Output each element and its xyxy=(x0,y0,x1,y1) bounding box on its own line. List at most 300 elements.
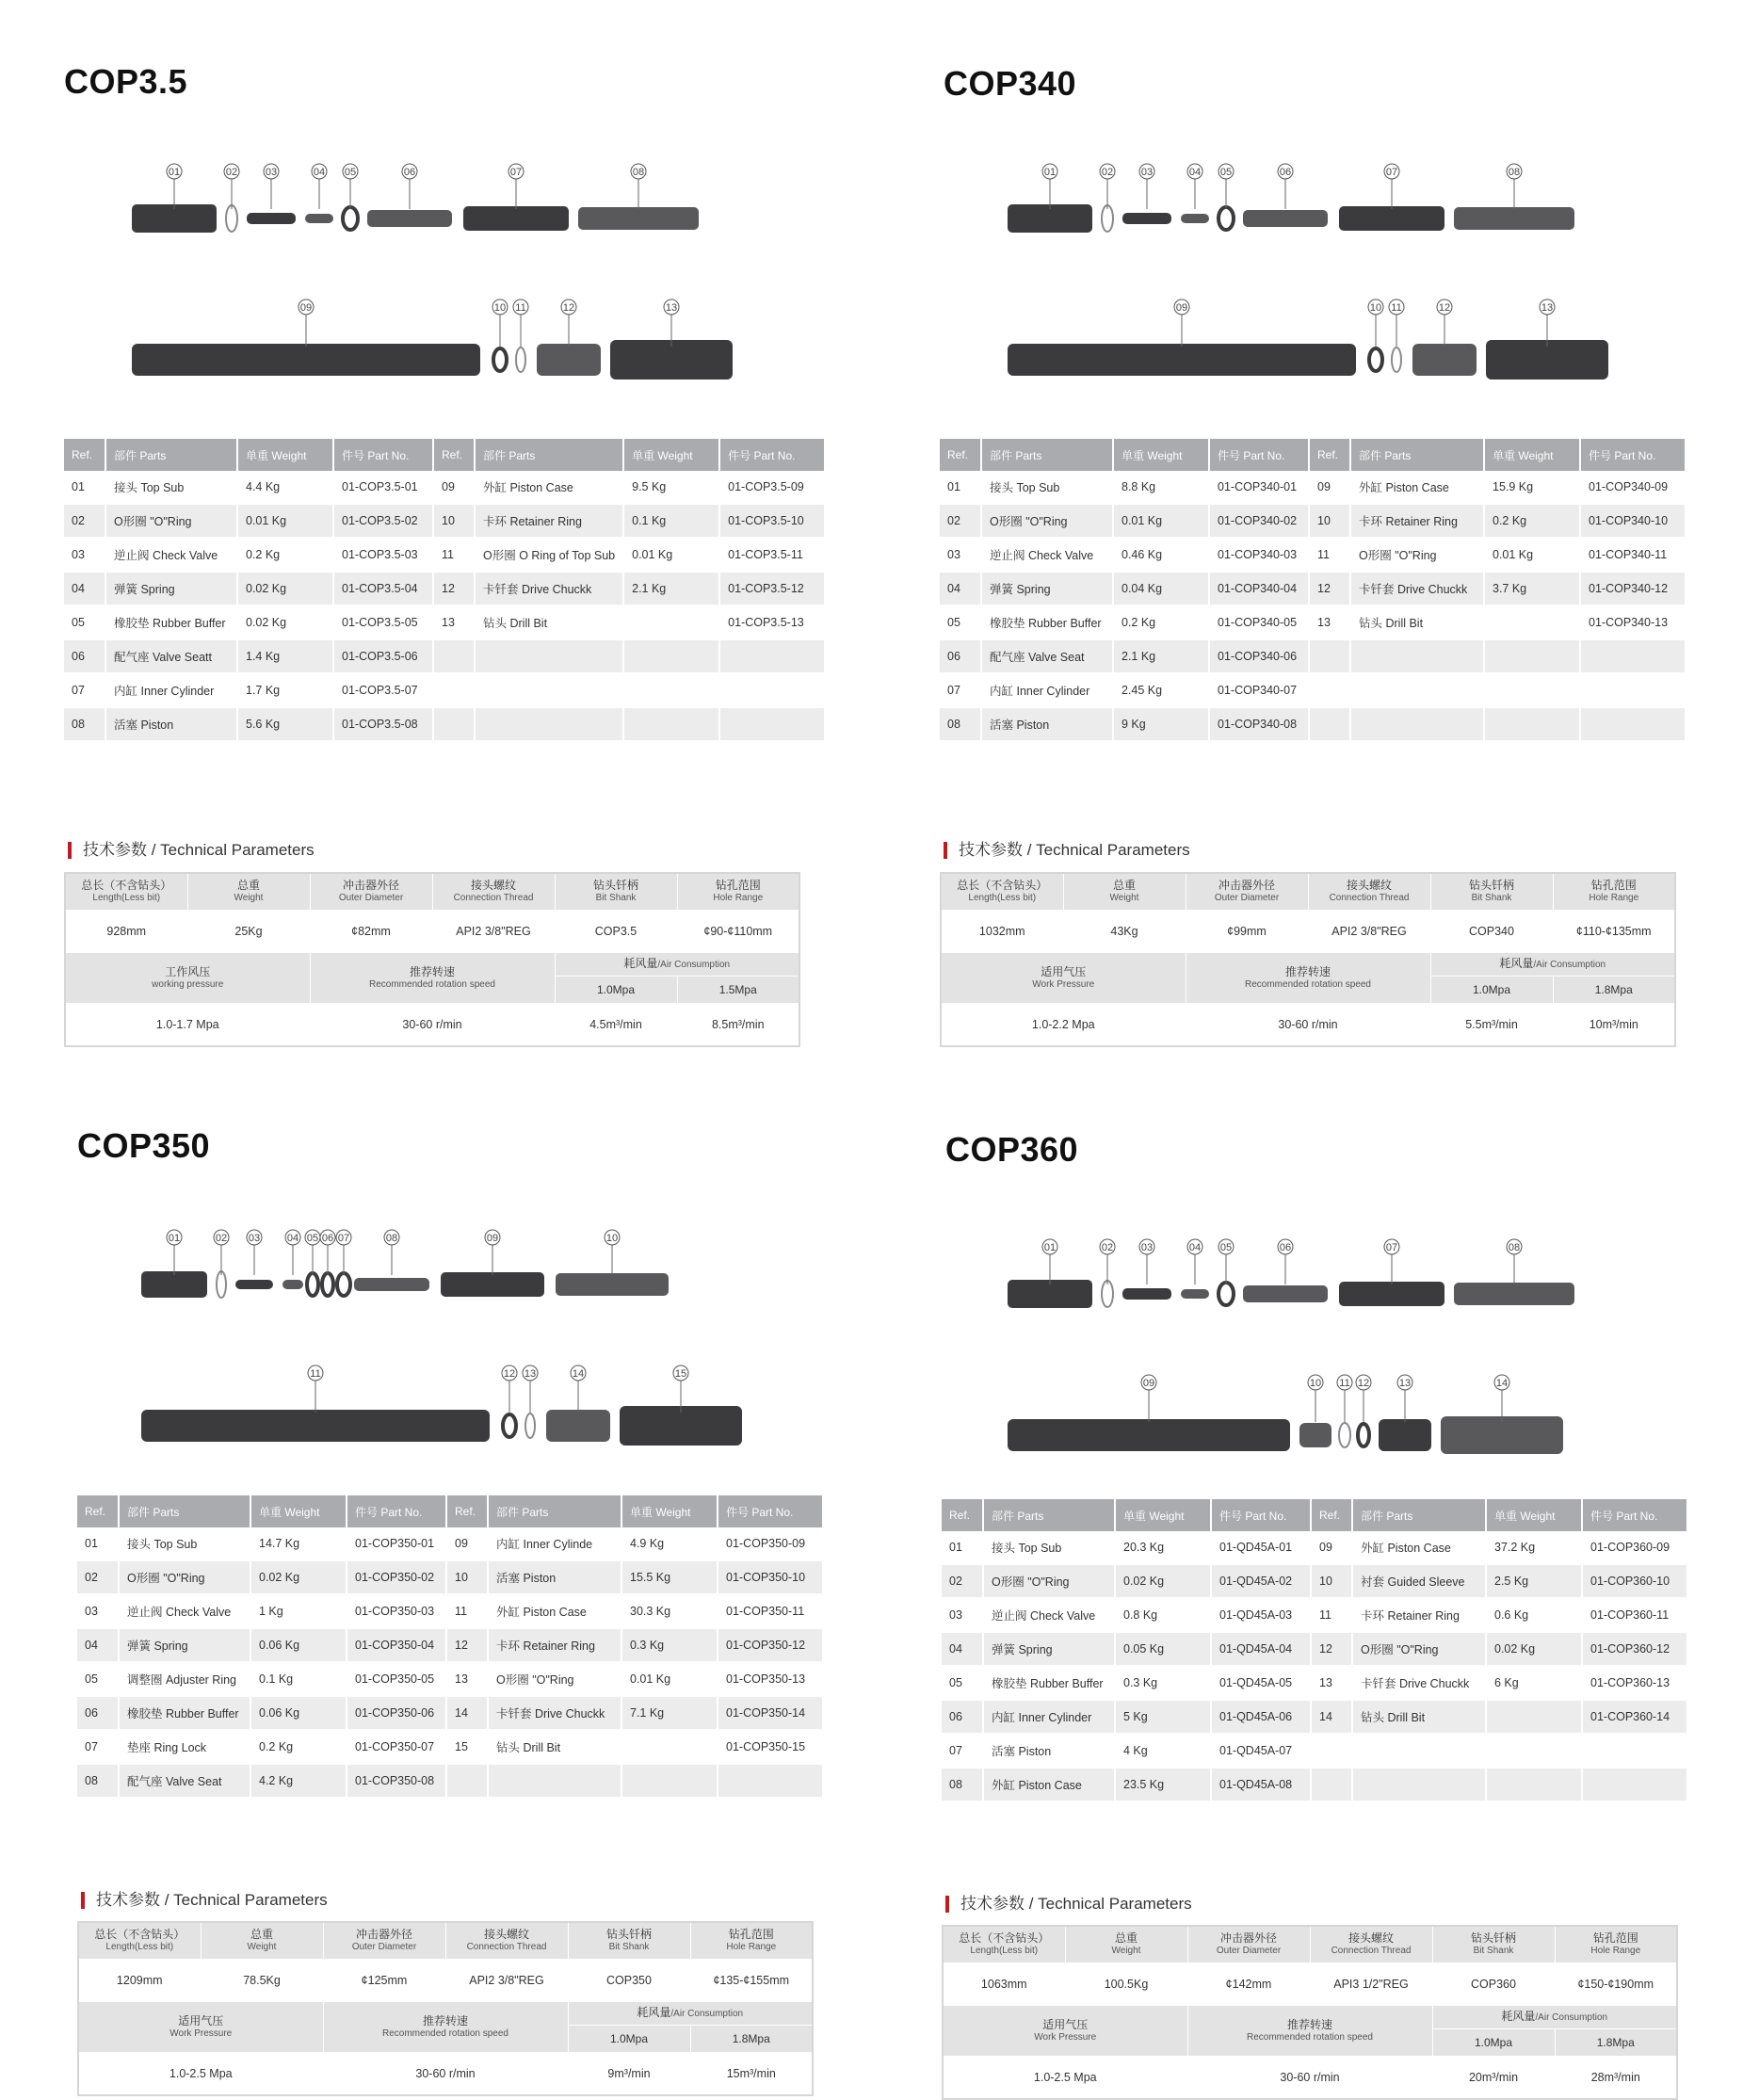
cell-weight xyxy=(623,673,719,707)
column-header-part-no: 件号 Part No. xyxy=(719,439,825,471)
cell-part-name: 内缸 Inner Cylinder xyxy=(105,673,237,707)
tech-value-length: 928mm xyxy=(65,911,187,953)
header-zh: 冲击器外径 xyxy=(355,1928,412,1941)
callout-number: 06 xyxy=(1279,167,1292,178)
tech-header-weight xyxy=(1063,873,1186,911)
part-component xyxy=(546,1410,610,1442)
cell-part-number xyxy=(1582,1734,1687,1768)
part-component xyxy=(1243,1285,1328,1302)
cell-weight: 0.02 Kg xyxy=(250,1560,347,1594)
part-component xyxy=(1412,344,1477,376)
cell-weight: 0.02 Kg xyxy=(1115,1564,1211,1598)
cell-ref: 01 xyxy=(942,1531,983,1564)
table-row xyxy=(942,1734,1687,1768)
tech-value-air-1: 20m³/min xyxy=(1432,2057,1555,2100)
tech-header-hole-range xyxy=(1555,1926,1677,1963)
column-header-part-no: 件号 Part No. xyxy=(333,439,433,471)
cell-part-name: 逆止阀 Check Valve xyxy=(983,1598,1115,1632)
cell-ref xyxy=(1309,639,1350,673)
tech-header-outer-diameter xyxy=(1186,873,1308,911)
cell-part-name: 调整圈 Adjuster Ring xyxy=(119,1662,250,1696)
cell-part-number: 01-COP360-14 xyxy=(1582,1700,1687,1734)
tech-value-weight: 100.5Kg xyxy=(1065,1963,1187,2006)
callout-number: 08 xyxy=(1508,167,1521,178)
cell-part-number: 01-COP350-09 xyxy=(718,1527,823,1560)
cell-part-name: 卡环 Retainer Ring xyxy=(1352,1598,1486,1632)
cell-part-number: 01-COP340-01 xyxy=(1209,471,1309,504)
callout-number: 14 xyxy=(1495,1378,1509,1389)
cell-part-name: 配气座 Valve Seat xyxy=(981,639,1113,673)
cell-ref: 01 xyxy=(64,471,105,504)
cell-ref: 02 xyxy=(64,504,105,538)
cell-part-name: 外缸 Piston Case xyxy=(488,1594,621,1628)
column-header-parts: 部件 Parts xyxy=(488,1495,621,1527)
tech-header-row xyxy=(943,1926,1677,1963)
header-en: Recommended rotation speed xyxy=(382,2027,508,2039)
cell-weight: 0.02 Kg xyxy=(237,606,333,639)
part-component xyxy=(305,214,333,223)
header-en: working pressure xyxy=(152,978,224,990)
cell-part-number: 01-COP350-01 xyxy=(347,1527,446,1560)
cell-weight: 2.1 Kg xyxy=(1113,639,1209,673)
tech-value-row xyxy=(943,1963,1677,2006)
cell-ref: 01 xyxy=(940,471,981,504)
table-row xyxy=(77,1696,823,1730)
cell-ref: 10 xyxy=(446,1560,488,1594)
cell-ref: 04 xyxy=(77,1628,119,1662)
header-en: Bit Shank xyxy=(608,1942,650,1952)
parts-diagram-svg xyxy=(1008,1217,1610,1471)
cell-part-number xyxy=(719,639,825,673)
part-ring xyxy=(343,207,358,230)
cell-part-number: 01-QD45A-07 xyxy=(1211,1734,1311,1768)
cell-part-name: 橡胶垫 Rubber Buffer xyxy=(119,1696,250,1730)
cell-weight: 30.3 Kg xyxy=(621,1594,718,1628)
cell-part-name: 卡环 Retainer Ring xyxy=(488,1628,621,1662)
tech-value-air-1: 5.5m³/min xyxy=(1430,1004,1553,1047)
tech-value-hole-range: ¢135-¢155mm xyxy=(690,1960,813,2002)
tech-header-outer-diameter xyxy=(1187,1926,1310,1963)
cell-ref: 06 xyxy=(942,1700,983,1734)
tech-value-air-2: 28m³/min xyxy=(1555,2057,1677,2100)
cell-part-number: 01-COP340-08 xyxy=(1209,707,1309,741)
cell-ref: 12 xyxy=(1309,572,1350,606)
tech-header-connection-thread xyxy=(432,873,555,911)
table-row xyxy=(942,1564,1687,1598)
cell-ref: 05 xyxy=(940,606,981,639)
part-component xyxy=(1181,1289,1209,1299)
tech-value-hole-range: ¢150-¢190mm xyxy=(1555,1963,1677,2006)
header-en: Length(Less bit) xyxy=(970,1946,1039,1956)
tech-value-bit-shank: COP340 xyxy=(1430,911,1553,953)
callout-number: 11 xyxy=(1339,1378,1350,1389)
callout-number: 07 xyxy=(1385,1242,1398,1253)
cell-part-number: 01-QD45A-02 xyxy=(1211,1564,1311,1598)
callout-number: 11 xyxy=(310,1368,321,1380)
cell-part-number: 01-COP340-13 xyxy=(1580,606,1686,639)
header-zh: 接头螺纹 xyxy=(483,1928,529,1941)
cell-ref: 08 xyxy=(942,1768,983,1801)
cell-ref: 08 xyxy=(64,707,105,741)
cell-part-number: 01-COP360-13 xyxy=(1582,1666,1687,1700)
section-label: 技术参数 / Technical Parameters xyxy=(945,1896,1192,1913)
header-zh: 钻头钎柄 xyxy=(592,879,638,892)
tech-value-pressure: 1.0-2.5 Mpa xyxy=(78,2053,323,2096)
header-zh: 钻头钎柄 xyxy=(1468,879,1514,892)
column-header-ref: Ref. xyxy=(942,1499,983,1531)
cell-weight xyxy=(621,1764,718,1798)
callout-number: 05 xyxy=(306,1233,319,1244)
callout-number: 03 xyxy=(1140,1242,1154,1253)
callout-number: 10 xyxy=(605,1233,619,1244)
cell-part-name: O形圈 "O"Ring xyxy=(119,1560,250,1594)
cell-part-number: 01-COP350-14 xyxy=(718,1696,823,1730)
cell-ref: 06 xyxy=(64,639,105,673)
part-component xyxy=(1243,210,1328,227)
table-row xyxy=(942,1598,1687,1632)
cell-part-name xyxy=(1352,1734,1486,1768)
parts-table xyxy=(64,439,826,742)
part-ring xyxy=(1358,1424,1369,1446)
header-zh: 适用气压 xyxy=(178,2013,224,2027)
column-header-ref: Ref. xyxy=(433,439,475,471)
cell-part-name: 弹簧 Spring xyxy=(119,1628,250,1662)
cell-weight xyxy=(623,606,719,639)
cell-ref: 09 xyxy=(446,1527,488,1560)
column-header-parts: 部件 Parts xyxy=(981,439,1113,471)
header-en: Connection Thread xyxy=(466,1942,547,1952)
cell-part-name: 配气座 Valve Seatt xyxy=(105,639,237,673)
callout-number: 12 xyxy=(1357,1378,1370,1389)
column-header-weight: 单重 Weight xyxy=(237,439,333,471)
cell-part-number: 01-COP340-11 xyxy=(1580,538,1686,572)
cell-weight: 1.7 Kg xyxy=(237,673,333,707)
cell-ref: 06 xyxy=(77,1696,119,1730)
cell-ref: 09 xyxy=(1311,1531,1352,1564)
cell-part-number: 01-COP3.5-02 xyxy=(333,504,433,538)
part-component xyxy=(1122,1288,1171,1300)
column-header-weight: 单重 Weight xyxy=(1486,1499,1582,1531)
table-row xyxy=(77,1527,823,1560)
cell-part-name: 接头 Top Sub xyxy=(981,471,1113,504)
table-row xyxy=(77,1594,823,1628)
tech-header-row-2 xyxy=(941,953,1675,977)
callout-number: 01 xyxy=(168,1233,181,1244)
header-zh: 总长（不含钻头） xyxy=(81,879,172,892)
parts-table xyxy=(942,1499,1688,1802)
part-ring xyxy=(525,1413,535,1438)
cell-ref: 04 xyxy=(64,572,105,606)
cell-ref: 03 xyxy=(77,1594,119,1628)
header-en: Outer Diameter xyxy=(338,893,404,903)
pressure-level-2: 1.8Mpa xyxy=(690,2026,813,2053)
section-label: 技术参数 / Technical Parameters xyxy=(68,842,315,859)
part-ring xyxy=(226,205,237,232)
tech-header-weight xyxy=(187,873,310,911)
cell-weight: 0.2 Kg xyxy=(250,1730,347,1764)
tech-value-air-2: 8.5m³/min xyxy=(677,1004,799,1047)
header-zh: 适用气压 xyxy=(1041,964,1087,978)
callout-number: 13 xyxy=(1398,1378,1412,1389)
cell-ref: 10 xyxy=(1309,504,1350,538)
cell-ref: 10 xyxy=(433,504,475,538)
cell-part-number: 01-COP3.5-01 xyxy=(333,471,433,504)
cell-part-name: 卡钎套 Drive Chuckk xyxy=(488,1696,621,1730)
tech-value-rotation: 30-60 r/min xyxy=(1187,2057,1432,2100)
tech-header-rotation xyxy=(323,2002,568,2053)
cell-part-name: 内缸 Inner Cylinder xyxy=(983,1700,1115,1734)
part-component xyxy=(247,213,296,224)
tech-value-air-1: 9m³/min xyxy=(568,2053,690,2096)
cell-part-number: 01-COP350-02 xyxy=(347,1560,446,1594)
cell-weight: 15.9 Kg xyxy=(1484,471,1580,504)
header-zh: 适用气压 xyxy=(1042,2017,1089,2031)
cell-weight: 5 Kg xyxy=(1115,1700,1211,1734)
cell-part-number xyxy=(1580,639,1686,673)
callout-number: 02 xyxy=(225,167,238,178)
callout-number: 07 xyxy=(509,167,523,178)
callout-number: 03 xyxy=(265,167,278,178)
header-zh: 冲击器外径 xyxy=(1219,1931,1277,1945)
cell-weight xyxy=(1484,606,1580,639)
table-row xyxy=(77,1560,823,1594)
part-component xyxy=(537,344,601,376)
part-component xyxy=(1008,1419,1290,1451)
part-component xyxy=(141,1271,207,1298)
column-header-parts: 部件 Parts xyxy=(983,1499,1115,1531)
parts-table-header xyxy=(942,1499,1687,1531)
tech-value-weight: 78.5Kg xyxy=(201,1960,323,2002)
cell-ref: 08 xyxy=(77,1764,119,1798)
cell-ref: 11 xyxy=(1309,538,1350,572)
parts-table xyxy=(77,1495,824,1799)
table-row xyxy=(77,1730,823,1764)
cell-ref: 08 xyxy=(940,707,981,741)
tech-header-rotation xyxy=(1187,2006,1432,2057)
tech-header-bit-shank xyxy=(555,873,677,911)
cell-ref: 14 xyxy=(1311,1700,1352,1734)
cell-ref: 04 xyxy=(940,572,981,606)
callout-number: 12 xyxy=(562,302,575,314)
table-row xyxy=(942,1700,1687,1734)
pressure-level-1: 1.0Mpa xyxy=(1432,2029,1555,2057)
header-zh: 钻头钎柄 xyxy=(605,1928,652,1941)
tech-header-row-2 xyxy=(78,2002,813,2026)
cell-weight: 0.04 Kg xyxy=(1113,572,1209,606)
cell-part-number: 01-COP350-12 xyxy=(718,1628,823,1662)
cell-weight: 3.7 Kg xyxy=(1484,572,1580,606)
cell-part-name: 活塞 Piston xyxy=(105,707,237,741)
cell-ref xyxy=(1311,1768,1352,1801)
tech-header-connection-thread xyxy=(445,1922,568,1960)
column-header-weight: 单重 Weight xyxy=(250,1495,347,1527)
cell-part-number: 01-QD45A-05 xyxy=(1211,1666,1311,1700)
cell-weight: 0.06 Kg xyxy=(250,1696,347,1730)
tech-value-bit-shank: COP360 xyxy=(1432,1963,1555,2006)
cell-part-number: 01-COP350-10 xyxy=(718,1560,823,1594)
part-component xyxy=(1008,344,1356,376)
table-row xyxy=(77,1662,823,1696)
cell-part-number: 01-QD45A-06 xyxy=(1211,1700,1311,1734)
header-zh: 总重 xyxy=(250,1928,273,1941)
cell-part-name: O形圈 "O"Ring xyxy=(488,1662,621,1696)
tech-value-hole-range: ¢90-¢110mm xyxy=(677,911,799,953)
part-ring xyxy=(503,1414,516,1437)
tech-header-pressure xyxy=(941,953,1186,1004)
cell-weight: 4.4 Kg xyxy=(237,471,333,504)
cell-ref: 07 xyxy=(64,673,105,707)
part-ring xyxy=(1218,207,1234,230)
cell-weight: 0.2 Kg xyxy=(1484,504,1580,538)
header-zh: 接头螺纹 xyxy=(470,879,516,892)
cell-weight xyxy=(1486,1768,1582,1801)
header-en: Hole Range xyxy=(713,893,764,903)
part-component xyxy=(367,210,452,227)
callout-number: 09 xyxy=(486,1233,499,1244)
tech-header-row-2 xyxy=(65,953,799,977)
tech-header-length xyxy=(78,1922,201,1960)
tech-header-row xyxy=(65,873,799,911)
cell-part-name: 活塞 Piston xyxy=(981,707,1113,741)
callout-number: 08 xyxy=(632,167,645,178)
tech-header-weight xyxy=(201,1922,323,1960)
table-row xyxy=(940,538,1686,572)
tech-value-hole-range: ¢110-¢135mm xyxy=(1553,911,1675,953)
cell-part-name: 衬套 Guided Sleeve xyxy=(1352,1564,1486,1598)
cell-part-name: 弹簧 Spring xyxy=(981,572,1113,606)
cell-part-name: 钻头 Drill Bit xyxy=(475,606,623,639)
tech-header-hole-range xyxy=(677,873,799,911)
cell-weight: 4.9 Kg xyxy=(621,1527,718,1560)
cell-weight: 6 Kg xyxy=(1486,1666,1582,1700)
parts-diagram-svg xyxy=(1008,141,1610,396)
tech-value-weight: 25Kg xyxy=(187,911,310,953)
cell-ref: 07 xyxy=(940,673,981,707)
cell-part-number xyxy=(1582,1768,1687,1801)
header-en: Weight xyxy=(234,893,264,903)
callout-number: 03 xyxy=(1140,167,1154,178)
part-component xyxy=(441,1272,544,1297)
tech-value-bit-shank: COP3.5 xyxy=(555,911,677,953)
tech-header-length xyxy=(943,1926,1065,1963)
header-zh: 总长（不含钻头） xyxy=(957,879,1048,892)
table-row xyxy=(64,504,825,538)
cell-part-number: 01-COP340-02 xyxy=(1209,504,1309,538)
part-component xyxy=(235,1280,273,1289)
callout-number: 08 xyxy=(385,1233,398,1244)
table-row xyxy=(940,707,1686,741)
cell-weight: 4.2 Kg xyxy=(250,1764,347,1798)
column-header-ref: Ref. xyxy=(77,1495,119,1527)
cell-part-number: 01-COP350-08 xyxy=(347,1764,446,1798)
cell-part-number xyxy=(1580,673,1686,707)
cell-part-number: 01-QD45A-08 xyxy=(1211,1768,1311,1801)
cell-ref: 11 xyxy=(433,538,475,572)
cell-part-number: 01-COP350-07 xyxy=(347,1730,446,1764)
cell-weight: 0.02 Kg xyxy=(237,572,333,606)
tech-header-outer-diameter xyxy=(310,873,432,911)
tech-header-rotation xyxy=(1186,953,1430,1004)
part-component xyxy=(354,1278,429,1291)
cell-part-name: 外缸 Piston Case xyxy=(1352,1531,1486,1564)
tech-value-rotation: 30-60 r/min xyxy=(310,1004,555,1047)
table-row xyxy=(940,572,1686,606)
header-zh: 工作风压 xyxy=(165,964,211,978)
header-zh: 耗风量 xyxy=(623,957,658,970)
cell-part-name: 垫座 Ring Lock xyxy=(119,1730,250,1764)
header-en: Length(Less bit) xyxy=(92,893,161,903)
header-zh: 接头螺纹 xyxy=(1346,879,1392,892)
header-en: Work Pressure xyxy=(1032,978,1095,990)
part-component xyxy=(463,206,569,231)
cell-part-name: 钻头 Drill Bit xyxy=(488,1730,621,1764)
header-zh: 总重 xyxy=(1114,1931,1138,1945)
callout-number: 11 xyxy=(515,302,526,314)
callout-number: 02 xyxy=(1101,1242,1114,1253)
cell-part-number xyxy=(719,673,825,707)
header-en: Outer Diameter xyxy=(1214,893,1280,903)
callout-number: 07 xyxy=(1385,167,1398,178)
cell-weight: 7.1 Kg xyxy=(621,1696,718,1730)
model-title: COP350 xyxy=(77,1126,211,1165)
callout-number: 05 xyxy=(344,167,357,178)
header-en: Weight xyxy=(1109,893,1139,903)
column-header-weight: 单重 Weight xyxy=(1484,439,1580,471)
cell-part-number: 01-COP350-06 xyxy=(347,1696,446,1730)
cell-ref: 07 xyxy=(77,1730,119,1764)
model-title: COP3.5 xyxy=(64,62,188,101)
cell-part-number: 01-COP350-05 xyxy=(347,1662,446,1696)
parts-table-header xyxy=(77,1495,823,1527)
header-zh: 推荐转速 xyxy=(409,964,455,978)
cell-part-number: 01-COP360-11 xyxy=(1582,1598,1687,1632)
cell-part-name: 橡胶垫 Rubber Buffer xyxy=(981,606,1113,639)
cell-ref: 02 xyxy=(940,504,981,538)
part-ring xyxy=(337,1273,350,1296)
pressure-level-2: 1.8Mpa xyxy=(1553,977,1675,1004)
callout-number: 13 xyxy=(524,1368,537,1380)
header-zh: 接头螺纹 xyxy=(1347,1931,1394,1945)
cell-part-name: 活塞 Piston xyxy=(488,1560,621,1594)
part-component xyxy=(1339,206,1444,231)
callout-number: 10 xyxy=(1309,1378,1322,1389)
tech-value-connection-thread: API2 3/8"REG xyxy=(445,1960,568,2002)
table-row xyxy=(64,572,825,606)
tech-header-bit-shank xyxy=(1430,873,1553,911)
cell-ref: 15 xyxy=(446,1730,488,1764)
part-component xyxy=(282,1280,303,1289)
tech-value-connection-thread: API2 3/8"REG xyxy=(432,911,555,953)
tech-value-weight: 43Kg xyxy=(1063,911,1186,953)
parts-table-header xyxy=(64,439,825,471)
cell-part-number: 01-COP340-09 xyxy=(1580,471,1686,504)
header-zh: 总重 xyxy=(236,879,260,892)
cell-part-name: 外缸 Piston Case xyxy=(475,471,623,504)
tech-header-air-consumption xyxy=(1430,953,1675,977)
exploded-parts-diagram xyxy=(132,141,734,396)
parts-diagram-svg xyxy=(141,1207,744,1462)
table-row xyxy=(940,639,1686,673)
callout-number: 15 xyxy=(674,1368,687,1380)
cell-weight: 0.01 Kg xyxy=(623,538,719,572)
pressure-level-1: 1.0Mpa xyxy=(555,977,677,1004)
cell-ref xyxy=(433,707,475,741)
cell-ref: 04 xyxy=(942,1632,983,1666)
cell-weight xyxy=(1486,1734,1582,1768)
parts-table-header xyxy=(940,439,1686,471)
cell-ref: 03 xyxy=(64,538,105,572)
cell-part-number: 01-COP340-06 xyxy=(1209,639,1309,673)
